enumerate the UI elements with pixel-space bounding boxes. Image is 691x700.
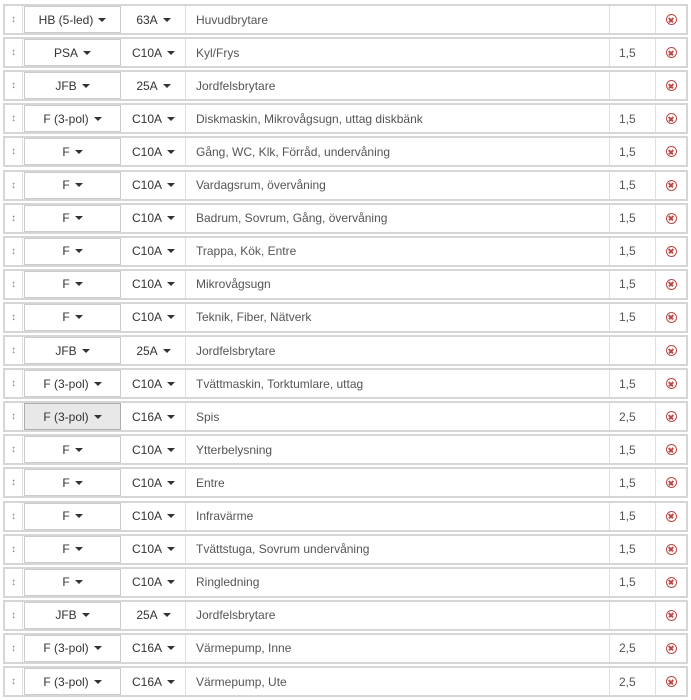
delete-row-button[interactable] xyxy=(656,403,686,430)
amperage-label: C10A xyxy=(131,45,163,60)
description-field[interactable]: Värmepump, Ute xyxy=(186,668,610,695)
caret-down-icon xyxy=(167,249,175,253)
description-field[interactable]: Spis xyxy=(186,403,610,430)
caret-down-icon xyxy=(75,547,83,551)
breaker-type-label: JFB xyxy=(55,608,77,623)
drag-handle-icon[interactable]: ↕ xyxy=(5,469,23,496)
drag-handle-icon[interactable]: ↕ xyxy=(5,271,23,298)
caret-down-icon xyxy=(167,481,175,485)
circuit-row xyxy=(3,203,688,234)
caret-down-icon xyxy=(167,216,175,220)
caret-down-icon xyxy=(75,315,83,319)
breaker-type-label: JFB xyxy=(55,343,77,358)
breaker-type-label: F xyxy=(62,211,70,226)
amperage-dropdown[interactable] xyxy=(122,536,186,563)
circuit-row xyxy=(3,103,688,134)
amperage-dropdown[interactable] xyxy=(122,635,186,662)
remove-circle-icon xyxy=(666,544,677,555)
cable-area-field[interactable]: 1,5 xyxy=(610,436,656,463)
remove-circle-icon xyxy=(666,643,677,654)
remove-circle-icon xyxy=(666,378,677,389)
drag-handle-icon[interactable]: ↕ xyxy=(5,370,23,397)
delete-row-button[interactable] xyxy=(656,39,686,66)
remove-circle-icon xyxy=(666,80,677,91)
amperage-dropdown[interactable] xyxy=(122,436,186,463)
delete-row-button[interactable] xyxy=(656,205,686,232)
circuit-row xyxy=(3,633,688,664)
amperage-label: C10A xyxy=(131,310,163,325)
circuit-row xyxy=(3,534,688,565)
amperage-label: C10A xyxy=(131,144,163,159)
breaker-type-dropdown[interactable] xyxy=(24,304,121,331)
breaker-type-dropdown[interactable] xyxy=(24,436,121,463)
amperage-dropdown[interactable] xyxy=(122,370,186,397)
amperage-dropdown[interactable] xyxy=(122,503,186,530)
remove-circle-icon xyxy=(666,279,677,290)
description-field[interactable]: Kyl/Frys xyxy=(186,39,610,66)
amperage-label: C10A xyxy=(131,277,163,292)
caret-down-icon xyxy=(75,183,83,187)
amperage-dropdown[interactable] xyxy=(122,469,186,496)
caret-down-icon xyxy=(94,415,102,419)
remove-circle-icon xyxy=(666,610,677,621)
caret-down-icon xyxy=(75,481,83,485)
amperage-dropdown[interactable] xyxy=(122,271,186,298)
delete-row-button[interactable] xyxy=(656,469,686,496)
remove-circle-icon xyxy=(666,345,677,356)
breaker-type-dropdown[interactable] xyxy=(24,503,121,530)
amperage-label: 25A xyxy=(136,78,158,93)
delete-row-button[interactable] xyxy=(656,569,686,596)
description-field[interactable]: Mikrovågsugn xyxy=(186,271,610,298)
breaker-type-label: F xyxy=(62,509,70,523)
circuit-row xyxy=(3,4,688,35)
drag-handle-icon[interactable]: ↕ xyxy=(5,6,23,33)
circuit-row xyxy=(3,136,688,167)
cable-area-field[interactable]: 1,5 xyxy=(610,172,656,199)
drag-handle-icon[interactable]: ↕ xyxy=(5,105,23,132)
amperage-dropdown[interactable] xyxy=(122,39,186,66)
amperage-label: C10A xyxy=(131,376,163,391)
amperage-label: C10A xyxy=(131,542,163,557)
amperage-label: 25A xyxy=(136,608,158,623)
drag-handle-icon[interactable]: ↕ xyxy=(5,403,23,430)
cable-area-field[interactable]: 1,5 xyxy=(610,39,656,66)
amperage-dropdown[interactable] xyxy=(122,205,186,232)
remove-circle-icon xyxy=(666,246,677,257)
caret-down-icon xyxy=(167,382,175,386)
remove-circle-icon xyxy=(666,312,677,323)
drag-handle-icon[interactable]: ↕ xyxy=(5,205,23,232)
caret-down-icon xyxy=(75,216,83,220)
delete-row-button[interactable] xyxy=(656,602,686,629)
breaker-type-label: PSA xyxy=(53,45,78,60)
caret-down-icon xyxy=(83,51,91,55)
caret-down-icon xyxy=(167,315,175,319)
amperage-dropdown[interactable] xyxy=(122,337,186,364)
breaker-type-label: F (3-pol) xyxy=(43,376,89,391)
caret-down-icon xyxy=(94,646,102,650)
breaker-type-dropdown[interactable] xyxy=(24,105,121,132)
breaker-type-dropdown[interactable] xyxy=(24,337,121,364)
amperage-label: C10A xyxy=(131,475,163,490)
drag-handle-icon[interactable]: ↕ xyxy=(5,72,23,99)
circuit-row xyxy=(3,236,688,267)
amperage-label: 63A xyxy=(136,12,158,27)
breaker-type-dropdown[interactable] xyxy=(24,6,121,33)
cable-area-field[interactable]: 1,5 xyxy=(610,503,656,530)
caret-down-icon xyxy=(75,282,83,286)
caret-down-icon xyxy=(167,580,175,584)
caret-down-icon xyxy=(82,84,90,88)
breaker-type-label: F xyxy=(62,542,70,557)
breaker-type-dropdown[interactable] xyxy=(24,370,121,397)
caret-down-icon xyxy=(163,613,171,617)
cable-area-field[interactable]: 1,5 xyxy=(610,569,656,596)
cable-area-field[interactable]: 1,5 xyxy=(610,304,656,331)
breaker-type-label: F xyxy=(62,310,70,325)
remove-circle-icon xyxy=(666,213,677,224)
breaker-type-label: F xyxy=(62,244,70,259)
circuit-row xyxy=(3,368,688,399)
breaker-type-dropdown[interactable] xyxy=(24,72,121,99)
delete-row-button[interactable] xyxy=(656,635,686,662)
breaker-type-dropdown[interactable] xyxy=(24,172,121,199)
cable-area-field[interactable] xyxy=(610,6,656,33)
delete-row-button[interactable] xyxy=(656,6,686,33)
amperage-dropdown[interactable] xyxy=(122,138,186,165)
delete-row-button[interactable] xyxy=(656,337,686,364)
description-field[interactable]: Tvättmaskin, Torktumlare, uttag xyxy=(186,370,610,397)
amperage-dropdown[interactable] xyxy=(122,403,186,430)
cable-area-field[interactable]: 2,5 xyxy=(610,635,656,662)
cable-area-field[interactable]: 2,5 xyxy=(610,403,656,430)
circuit-row xyxy=(3,501,688,532)
caret-down-icon xyxy=(75,448,83,452)
amperage-dropdown[interactable] xyxy=(122,238,186,265)
caret-down-icon xyxy=(163,84,171,88)
cable-area-field[interactable]: 1,5 xyxy=(610,271,656,298)
drag-handle-icon[interactable]: ↕ xyxy=(5,39,23,66)
drag-handle-icon[interactable]: ↕ xyxy=(5,138,23,165)
description-field[interactable]: Ytterbelysning xyxy=(186,436,610,463)
breaker-type-dropdown[interactable] xyxy=(24,138,121,165)
amperage-dropdown[interactable] xyxy=(122,602,186,629)
breaker-type-label: F xyxy=(62,178,70,192)
breaker-type-label: JFB xyxy=(55,78,77,93)
caret-down-icon xyxy=(167,51,175,55)
breaker-type-label: F (3-pol) xyxy=(43,111,89,126)
circuit-row xyxy=(3,170,688,201)
caret-down-icon xyxy=(75,150,83,154)
breaker-type-label: F xyxy=(62,442,70,457)
amperage-dropdown[interactable] xyxy=(122,668,186,695)
remove-circle-icon xyxy=(666,14,677,25)
circuit-row xyxy=(3,600,688,631)
amperage-dropdown[interactable] xyxy=(122,569,186,596)
breaker-type-label: F (3-pol) xyxy=(43,409,89,424)
caret-down-icon xyxy=(167,150,175,154)
circuit-row xyxy=(3,335,688,366)
caret-down-icon xyxy=(167,514,175,518)
delete-row-button[interactable] xyxy=(656,436,686,463)
description-field[interactable]: Diskmaskin, Mikrovågsugn, uttag diskbänk xyxy=(186,105,610,132)
breaker-type-label: F (3-pol) xyxy=(43,641,89,656)
description-field[interactable]: Badrum, Sovrum, Gång, övervåning xyxy=(186,205,610,232)
remove-circle-icon xyxy=(666,511,677,522)
circuit-row xyxy=(3,401,688,432)
amperage-dropdown[interactable] xyxy=(122,72,186,99)
caret-down-icon xyxy=(75,249,83,253)
breaker-type-dropdown[interactable] xyxy=(24,536,121,563)
breaker-type-dropdown[interactable] xyxy=(24,205,121,232)
description-field[interactable]: Gång, WC, Klk, Förråd, undervåning xyxy=(186,138,610,165)
delete-row-button[interactable] xyxy=(656,503,686,530)
remove-circle-icon xyxy=(666,47,677,58)
circuit-row xyxy=(3,302,688,333)
breaker-type-label: HB (5-led) xyxy=(38,12,94,27)
description-field[interactable]: Infravärme xyxy=(186,503,610,530)
drag-handle-icon[interactable]: ↕ xyxy=(5,436,23,463)
cable-area-field[interactable]: 1,5 xyxy=(610,105,656,132)
cable-area-field[interactable] xyxy=(610,72,656,99)
delete-row-button[interactable] xyxy=(656,238,686,265)
breaker-type-dropdown[interactable] xyxy=(24,602,121,629)
remove-circle-icon xyxy=(666,411,677,422)
caret-down-icon xyxy=(167,547,175,551)
breaker-type-dropdown[interactable] xyxy=(24,238,121,265)
cable-area-field[interactable]: 1,5 xyxy=(610,536,656,563)
circuit-row xyxy=(3,666,688,697)
amperage-label: C10A xyxy=(131,575,163,590)
amperage-dropdown[interactable] xyxy=(122,172,186,199)
amperage-label: C16A xyxy=(131,674,163,689)
caret-down-icon xyxy=(98,18,106,22)
amperage-dropdown[interactable] xyxy=(122,105,186,132)
remove-circle-icon xyxy=(666,676,677,687)
breaker-type-dropdown[interactable] xyxy=(24,569,121,596)
breaker-type-label: F xyxy=(62,277,70,292)
caret-down-icon xyxy=(167,680,175,684)
breaker-type-label: F xyxy=(62,575,70,590)
cable-area-field[interactable]: 1,5 xyxy=(610,205,656,232)
drag-handle-icon[interactable]: ↕ xyxy=(5,172,23,199)
remove-circle-icon xyxy=(666,113,677,124)
description-field[interactable]: Jordfelsbrytare xyxy=(186,72,610,99)
drag-handle-icon[interactable]: ↕ xyxy=(5,635,23,662)
caret-down-icon xyxy=(75,580,83,584)
remove-circle-icon xyxy=(666,477,677,488)
breaker-type-dropdown[interactable] xyxy=(24,271,121,298)
caret-down-icon xyxy=(167,646,175,650)
caret-down-icon xyxy=(167,117,175,121)
drag-handle-icon[interactable]: ↕ xyxy=(5,668,23,695)
drag-handle-icon[interactable]: ↕ xyxy=(5,569,23,596)
drag-handle-icon[interactable]: ↕ xyxy=(5,503,23,530)
drag-handle-icon[interactable]: ↕ xyxy=(5,238,23,265)
remove-circle-icon xyxy=(666,444,677,455)
breaker-type-dropdown[interactable] xyxy=(24,403,121,430)
description-field[interactable]: Jordfelsbrytare xyxy=(186,602,610,629)
caret-down-icon xyxy=(75,514,83,518)
caret-down-icon xyxy=(167,448,175,452)
caret-down-icon xyxy=(94,382,102,386)
delete-row-button[interactable] xyxy=(656,370,686,397)
cable-area-field[interactable] xyxy=(610,602,656,629)
caret-down-icon xyxy=(163,18,171,22)
cable-area-field[interactable]: 1,5 xyxy=(610,238,656,265)
breaker-type-dropdown[interactable] xyxy=(24,469,121,496)
circuit-row xyxy=(3,434,688,465)
description-field[interactable]: Vardagsrum, övervåning xyxy=(186,172,610,199)
circuit-row xyxy=(3,70,688,101)
circuit-row xyxy=(3,269,688,300)
amperage-label: C10A xyxy=(131,111,163,126)
delete-row-button[interactable] xyxy=(656,304,686,331)
amperage-dropdown[interactable] xyxy=(122,304,186,331)
remove-circle-icon xyxy=(666,180,677,191)
cable-area-field[interactable]: 2,5 xyxy=(610,668,656,695)
breaker-type-dropdown[interactable] xyxy=(24,39,121,66)
drag-handle-icon[interactable]: ↕ xyxy=(5,536,23,563)
cable-area-field[interactable]: 1,5 xyxy=(610,138,656,165)
description-field[interactable]: Entre xyxy=(186,469,610,496)
delete-row-button[interactable] xyxy=(656,271,686,298)
amperage-label: C10A xyxy=(131,211,163,226)
cable-area-field[interactable]: 1,5 xyxy=(610,469,656,496)
delete-row-button[interactable] xyxy=(656,138,686,165)
cable-area-field[interactable] xyxy=(610,337,656,364)
circuit-row xyxy=(3,37,688,68)
description-field[interactable]: Teknik, Fiber, Nätverk xyxy=(186,304,610,331)
description-field[interactable]: Jordfelsbrytare xyxy=(186,337,610,364)
drag-handle-icon[interactable]: ↕ xyxy=(5,337,23,364)
delete-row-button[interactable] xyxy=(656,172,686,199)
breaker-type-label: F xyxy=(62,475,70,490)
breaker-type-dropdown[interactable] xyxy=(24,668,121,695)
remove-circle-icon xyxy=(666,577,677,588)
caret-down-icon xyxy=(167,282,175,286)
breaker-type-label: F xyxy=(62,144,70,159)
amperage-label: C10A xyxy=(131,442,163,457)
description-field[interactable]: Värmepump, Inne xyxy=(186,635,610,662)
caret-down-icon xyxy=(167,415,175,419)
amperage-dropdown[interactable] xyxy=(122,6,186,33)
breaker-type-dropdown[interactable] xyxy=(24,635,121,662)
amperage-label: C10A xyxy=(131,244,163,259)
delete-row-button[interactable] xyxy=(656,536,686,563)
description-field[interactable]: Trappa, Kök, Entre xyxy=(186,238,610,265)
delete-row-button[interactable] xyxy=(656,72,686,99)
amperage-label: C16A xyxy=(131,641,163,656)
drag-handle-icon[interactable]: ↕ xyxy=(5,602,23,629)
delete-row-button[interactable] xyxy=(656,105,686,132)
circuit-row xyxy=(3,567,688,598)
cable-area-field[interactable]: 1,5 xyxy=(610,370,656,397)
description-field[interactable]: Ringledning xyxy=(186,569,610,596)
caret-down-icon xyxy=(163,349,171,353)
caret-down-icon xyxy=(82,613,90,617)
caret-down-icon xyxy=(167,183,175,187)
caret-down-icon xyxy=(94,117,102,121)
remove-circle-icon xyxy=(666,146,677,157)
caret-down-icon xyxy=(94,680,102,684)
drag-handle-icon[interactable]: ↕ xyxy=(5,304,23,331)
delete-row-button[interactable] xyxy=(656,668,686,695)
description-field[interactable]: Tvättstuga, Sovrum undervåning xyxy=(186,536,610,563)
amperage-label: C10A xyxy=(131,509,163,523)
amperage-label: 25A xyxy=(136,343,158,358)
description-field[interactable]: Huvudbrytare xyxy=(186,6,610,33)
circuit-row xyxy=(3,467,688,498)
amperage-label: C16A xyxy=(131,409,163,424)
amperage-label: C10A xyxy=(131,178,163,192)
caret-down-icon xyxy=(82,349,90,353)
breaker-type-label: F (3-pol) xyxy=(43,674,89,689)
